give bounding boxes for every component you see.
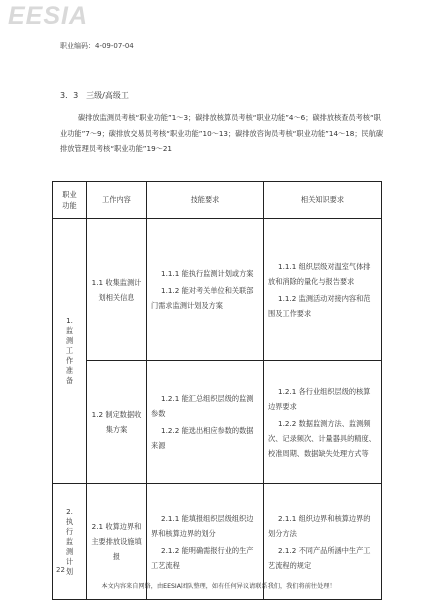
skill-cell: 1.2.1 能汇总组织层级的监测参数 1.2.2 能选出相应参数的数据来源 — [147, 361, 264, 484]
header-work: 工作内容 — [87, 182, 147, 219]
work-cell: 2.1 收算边界和主要排放设施填报 — [87, 484, 147, 600]
knowledge-cell: 2.1.1 组织边界和核算边界的划分方法 2.1.2 不同产品所涵中生产工艺流程的规定 — [264, 484, 382, 600]
work-cell: 1.2 制定数据收集方案 — [87, 361, 147, 484]
skill-cell: 2.1.1 能填报组织层级组织边界和核算边界的划分 2.1.2 能明确需报行业的生产工艺流程 — [147, 484, 264, 600]
table-row — [53, 361, 382, 484]
table-header-row — [53, 182, 382, 219]
header-knowledge: 相关知识要求 — [264, 182, 382, 219]
page-number: 22 — [56, 566, 65, 574]
table-row — [53, 219, 382, 361]
area-cell: 1.监测工作准备 — [53, 219, 87, 484]
eesia-logo: EESIA — [8, 2, 89, 30]
knowledge-cell: 1.2.1 各行业组织层级的核算边界要求 1.2.2 数据监测方法、监测频次、记录频次、计量器具的精度、校准周期、数据缺失处理方式等 — [264, 361, 382, 484]
area-cell: 2.执行监测计划 — [53, 484, 87, 600]
footer-disclaimer: 本文内容来自网络，由EESIA团队整理，如有任何异议请联系我们，我们将前往处理！ — [101, 583, 336, 590]
header-area: 职业功能 — [53, 182, 87, 219]
skill-cell: 1.1.1 能执行监测计划或方案 1.1.2 能对考关单位和关联部门需求监测计划及方案 — [147, 219, 264, 361]
requirements-table — [52, 181, 382, 600]
job-code: 职业编码：4-09-07-04 — [60, 42, 134, 50]
section-intro: 碳排放监测员考核“职业功能”1～3；碳排放核算员考核“职业功能”4～6；碳排放核查员考核“职业功能”7～9；碳排放交易员考核“职业功能”10～13；碳排放咨询员考核“职业功能”14～18；民航碳排放管理员考核“职业功能”19～21 — [60, 113, 384, 153]
header-skill: 技能要求 — [147, 182, 264, 219]
section-title: 3．3 三级/高级工 — [60, 91, 129, 100]
work-cell: 1.1 收集监测计划相关信息 — [87, 219, 147, 361]
knowledge-cell: 1.1.1 组织层级对温室气体排放和消除的量化与报告要求 1.1.2 监测活动对接内容和范围及工作要求 — [264, 219, 382, 361]
